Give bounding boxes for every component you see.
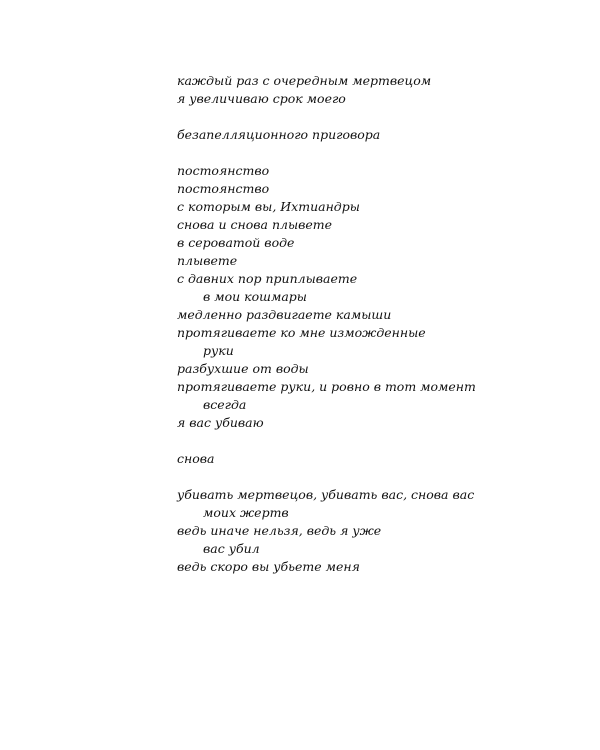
poem-line: постоянство [177,163,270,178]
poem-line: ведь скоро вы убьете меня [177,559,360,574]
poem-line: с давних пор приплываете [177,271,358,286]
poem-line-indented: вас убил [203,541,260,556]
stanza-break [177,144,577,162]
poem-line: с которым вы, Ихтиандры [177,199,360,214]
poem-line: снова [177,451,215,466]
poem-line: я вас убиваю [177,415,264,430]
poem-line: безапелляционного приговора [177,127,381,142]
poem-line: разбухшие от воды [177,361,309,376]
poem-line-indented: моих жертв [203,505,289,520]
stanza-break [177,108,577,126]
poem-line-indented: всегда [203,397,247,412]
poem [177,72,577,576]
poem-line: снова и снова плывете [177,217,333,232]
poem-line: медленно раздвигаете камыши [177,307,392,322]
poem-line: каждый раз с очередным мертвецом [177,73,432,88]
poem-line: плывете [177,253,238,268]
poem-line: убивать мертвецов, убивать вас, снова вас [177,487,475,502]
poem-line: протягиваете руки, и ровно в тот момент [177,379,476,394]
stanza-break [177,432,577,450]
poem-line: в сероватой воде [177,235,295,250]
poem-line: протягиваете ко мне изможденные [177,325,426,340]
poem-line-indented: руки [203,343,234,358]
poem-line: ведь иначе нельзя, ведь я уже [177,523,382,538]
poem-line: постоянство [177,181,270,196]
poem-line-indented: в мои кошмары [203,289,307,304]
stanza-break [177,468,577,486]
poem-line: я увеличиваю срок моего [177,91,346,106]
